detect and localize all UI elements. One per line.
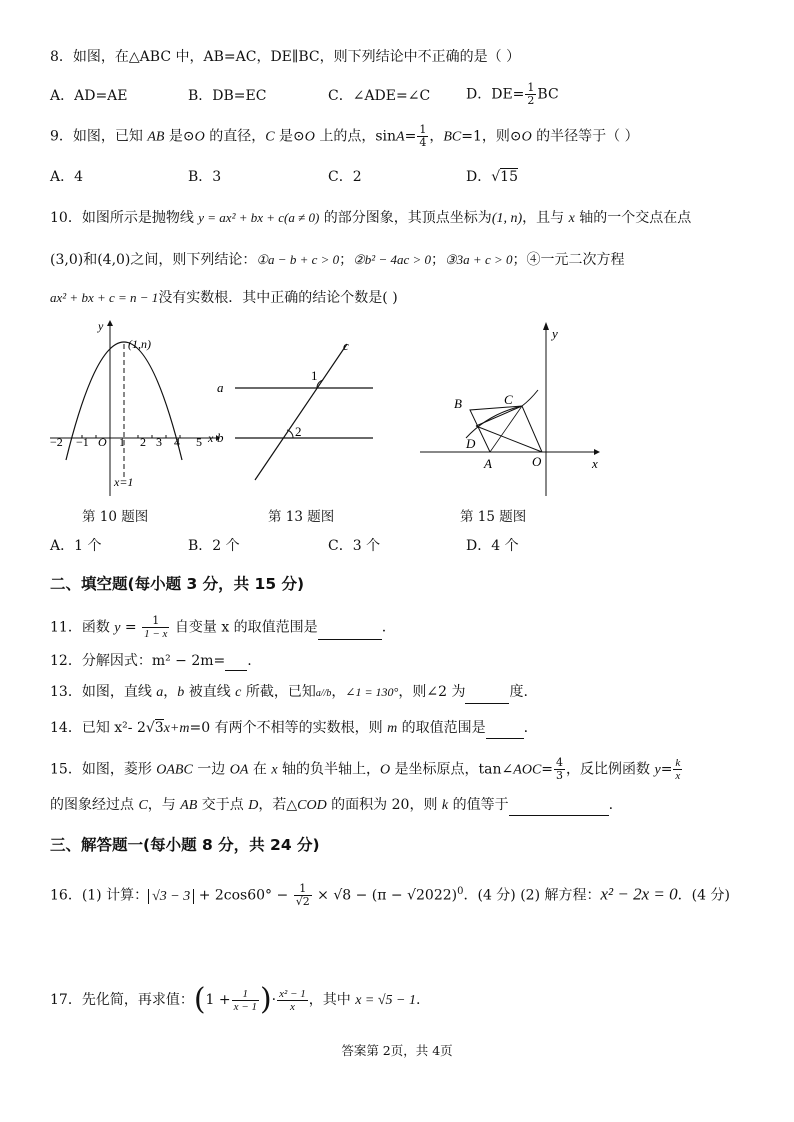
q17: 17．先化简，再求值：(1 + $\frac{1}{x - 1}$ )· $\frac{\text{x² − 1}}{x}$ ，其中 x = √5 − 1.	[50, 982, 421, 1017]
fig13-c: c	[343, 338, 349, 353]
fig10-tick: 4	[174, 435, 180, 449]
q8-option-a: A．AD=AE	[50, 88, 128, 104]
q10-line1: 10．如图所示是抛物线 y = ax² + bx + c(a ≠ 0) 的部分图象，其顶点坐标为(1, n)，且与 x 轴的一个交点在点	[50, 210, 692, 226]
fig10-axis-label: x=1	[114, 475, 134, 489]
fig15-D: D	[466, 436, 476, 451]
fig10-caption: 第 10 题图	[82, 509, 149, 525]
q10-line2: (3,0)和(4,0)之间，则下列结论：①a − b + c > 0；②b² − 4ac > 0；③3a + c > 0；④一元二次方程	[50, 252, 625, 268]
q8-stem: 8．如图，在△ABC 中，AB=AC，DE∥BC，则下列结论中不正确的是（ ）	[50, 49, 521, 65]
q11: 11．函数 y = $\frac{1}{1 - x}$ 自变量 x 的取值范围是 .	[50, 614, 387, 640]
q13-answer-blank	[465, 689, 509, 704]
q15-line2: 的图象经过点 C，与 AB 交于点 D，若△COD 的面积为 20，则 k 的值等于 .	[50, 795, 613, 816]
figure-15	[418, 318, 608, 498]
fig10-tick: 2	[140, 435, 146, 449]
fig15-O: O	[532, 454, 542, 469]
fig15-C: C	[504, 392, 513, 407]
fig10-tick: 5	[196, 435, 202, 449]
fig10-vertex-label: (1,n)	[128, 337, 151, 351]
q15-line1: 15．如图，菱形 OABC 一边 OA 在 x 轴的负半轴上，O 是坐标原点，tan∠AOC= $\frac{4}{3}$ ，反比例函数 y= $\frac{k}{x}$	[50, 756, 681, 782]
fig15-caption: 第 15 题图	[460, 509, 527, 525]
section-3-heading: 三、解答题一(每小题 8 分，共 24 分)	[50, 836, 320, 854]
q10-option-d: D．4 个	[466, 538, 519, 554]
page-footer: 答案第 2页，共 4页	[341, 1043, 453, 1058]
fig10-tick: −1	[76, 435, 89, 449]
q10-option-a: A．1 个	[50, 538, 102, 554]
section-2-heading: 二、填空题(每小题 3 分，共 15 分)	[50, 575, 305, 593]
fig15-y-label: y	[552, 326, 558, 341]
q9-option-b: B．3	[188, 169, 222, 185]
fig10-tick: −2	[50, 435, 63, 449]
q8-fraction: $\frac{1}{2}$	[527, 81, 535, 107]
q13: 13．如图，直线 a，b 被直线 c 所截，已知a//b，∠1 = 130°，则∠2 为 度.	[50, 682, 528, 704]
q8-option-b: B．DB=EC	[188, 88, 267, 104]
fig13-b: b	[217, 430, 224, 445]
fig13-angle2: 2	[295, 424, 302, 439]
q10-option-b: B．2 个	[188, 538, 240, 554]
q14: 14．已知 x²- 2√3x+m=0 有两个不相等的实数根，则 m 的取值范围是 .	[50, 718, 528, 739]
q9-stem: 9．如图，已知 AB 是⊙O 的直径，C 是⊙O 上的点，sinA= $\frac{1}{4}$ ，BC=1，则⊙O 的半径等于（ ）	[50, 123, 639, 149]
q9-option-a: A．4	[50, 169, 84, 185]
q12: 12．分解因式：m² − 2m= .	[50, 653, 252, 669]
q12-answer-blank	[225, 656, 247, 671]
fig13-a: a	[217, 380, 224, 395]
q14-answer-blank	[486, 724, 524, 739]
fig10-tick: 1	[119, 435, 125, 449]
q8-option-c: C．∠ADE=∠C	[328, 88, 431, 104]
q11-answer-blank	[318, 625, 382, 640]
fig15-x-label: x	[592, 456, 598, 471]
fig10-tick: 3	[156, 435, 162, 449]
fig10-y-label: y	[98, 319, 104, 333]
q10-option-c: C．3 个	[328, 538, 381, 554]
q8-option-d: D．DE= $\frac{1}{2}$ BC	[466, 81, 559, 107]
q9-option-c: C．2	[328, 169, 362, 185]
q15-answer-blank	[509, 801, 609, 816]
fig15-A: A	[484, 456, 492, 471]
fig13-angle1: 1	[311, 368, 318, 383]
figure-10	[48, 318, 220, 498]
q9-option-d: D．√15	[466, 169, 518, 185]
q10-line3: ax² + bx + c = n − 1没有实数根．其中正确的结论个数是( )	[50, 290, 398, 306]
q16: 16．(1) 计算： √3 − 3 + 2cos60° − $\frac{1}{√2}$ × $√8 - (\pi - √2022)^0$．(4 分) (2) 解方程：x² − 2x = 0．(4 分)	[50, 882, 730, 909]
fig13-caption: 第 13 题图	[268, 509, 335, 525]
fig15-B: B	[454, 396, 462, 411]
fig10-origin: O	[98, 435, 107, 449]
fig10-x-label: x	[208, 431, 214, 445]
figure-13	[215, 330, 380, 490]
